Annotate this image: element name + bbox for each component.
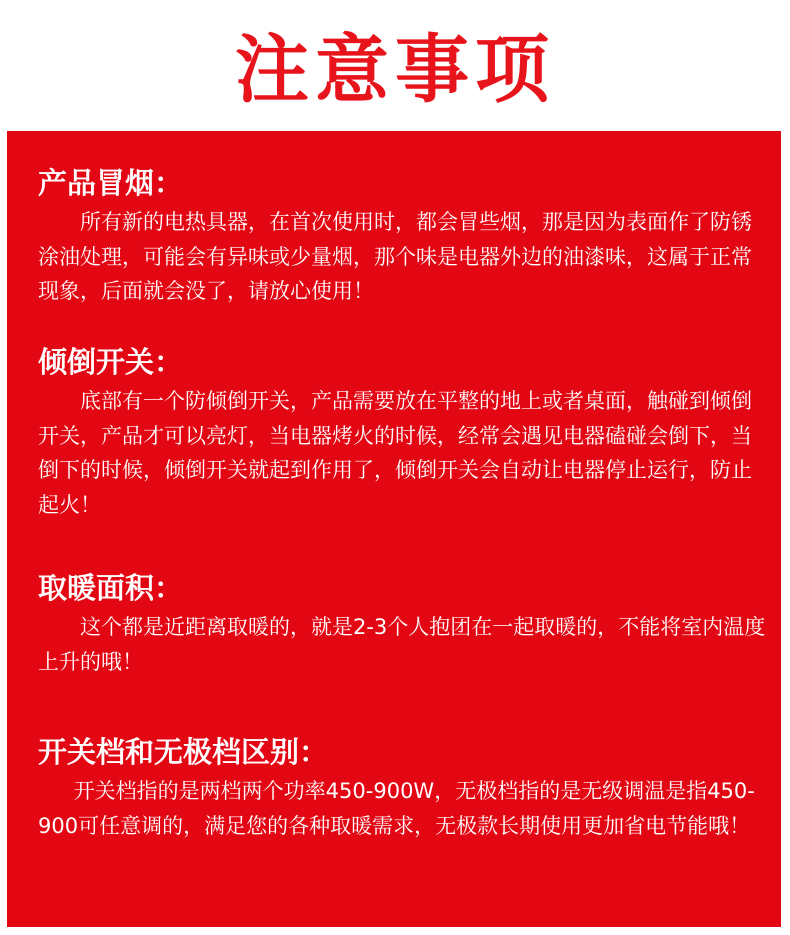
page-title: 注意事项 xyxy=(235,27,555,113)
section-body: 开关档指的是两档两个功率450-900W，无极档指的是无级调温是指450-900可任意调的，满足您的各种取暖需求，无极款长期使用更加省电节能哦！ xyxy=(38,779,755,838)
section-body: 这个都是近距离取暖的，就是2-3个人抱团在一起取暖的，不能将室内温度上升的哦！ xyxy=(38,615,766,674)
notice-panel xyxy=(7,131,781,927)
section-heading: 取暖面积： xyxy=(38,571,184,605)
section-heating-area xyxy=(38,569,768,679)
section-heading: 开关档和无极档区别： xyxy=(38,735,329,769)
section-body: 所有新的电热具器，在首次使用时，都会冒些烟，那是因为表面作了防锈涂油处理，可能会有异味或少量烟，那个味是电器外边的油漆味，这属于正常现象，后面就会没了，请放心使用！ xyxy=(38,210,752,303)
section-heading: 倾倒开关： xyxy=(38,345,184,379)
section-tip-over-switch xyxy=(38,343,768,522)
section-body: 底部有一个防倾倒开关，产品需要放在平整的地上或者桌面，触碰到倾倒开关，产品才可以亮灯，当电器烤火的时候，经常会遇见电器磕碰会倒下，当倒下的时候，倾倒开关就起到作用了，倾倒开关会自动让电器停止运行，防止起火！ xyxy=(38,389,752,517)
section-product-smoke xyxy=(38,164,768,309)
section-heading: 产品冒烟： xyxy=(38,166,184,200)
section-gear-difference xyxy=(38,733,768,843)
